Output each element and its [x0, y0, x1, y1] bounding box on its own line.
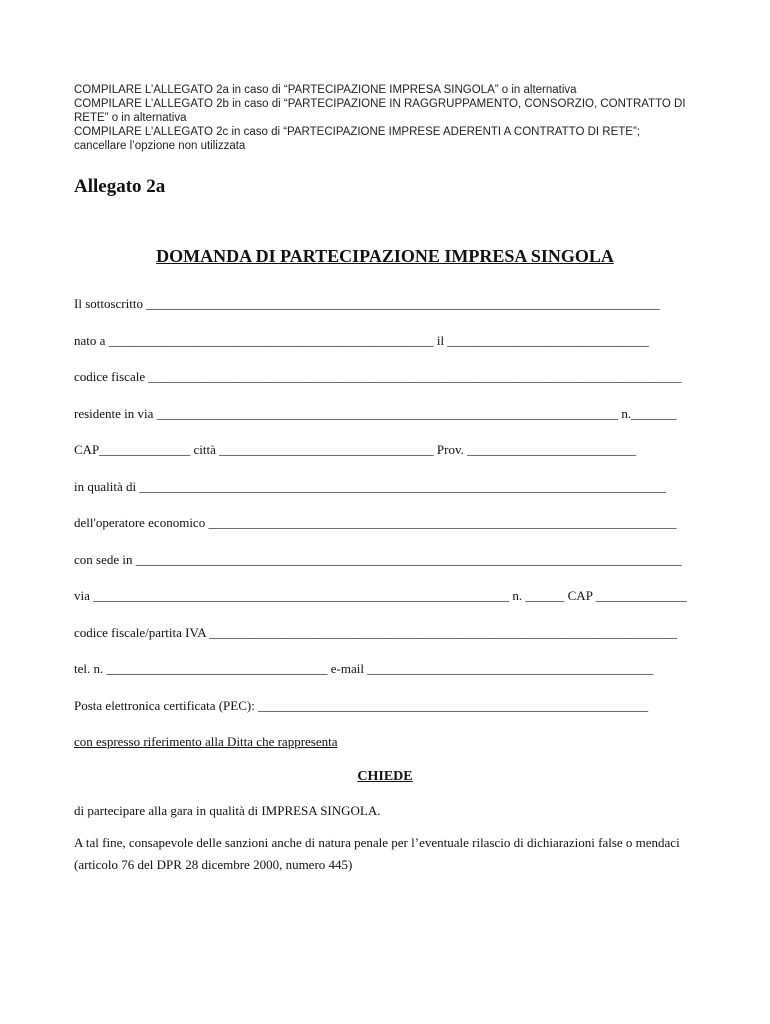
field-con-sede-in[interactable]: con sede in ____________________________________________________________________________________	[74, 551, 682, 567]
field-residente-in-via[interactable]: residente in via _______________________________________________________________________ n._______	[74, 405, 677, 421]
allegato-label: Allegato 2a	[74, 176, 166, 197]
form-fields	[74, 294, 696, 732]
reference-line: con espresso riferimento alla Ditta che rappresenta	[74, 734, 338, 749]
field-sottoscritto[interactable]: Il sottoscritto _______________________________________________________________________________	[74, 296, 660, 311]
chiede-heading: CHIEDE	[357, 769, 413, 784]
paragraph-dichiarazione: A tal fine, consapevole delle sanzioni anche di natura penale per l’eventuale rilascio di dichiarazioni false o mendaci (articolo 76 del DPR 28 dicembre 2000, numero 445)	[74, 835, 680, 872]
instruction-line: cancellare l’opzione non utilizzata	[74, 140, 246, 152]
page-title: DOMANDA DI PARTECIPAZIONE IMPRESA SINGOLA	[156, 246, 614, 266]
instruction-line: COMPILARE L’ALLEGATO 2c in caso di “PARTECIPAZIONE IMPRESE ADERENTI A CONTRATTO DI RETE”;	[74, 126, 640, 138]
field-pec[interactable]: Posta elettronica certificata (PEC): ____________________________________________________________	[74, 697, 649, 713]
field-nato-a[interactable]: nato a __________________________________________________ il _______________________________	[74, 332, 649, 348]
field-codice-fiscale[interactable]: codice fiscale __________________________________________________________________________________	[74, 369, 682, 384]
field-via-n-cap[interactable]: via ________________________________________________________________ n. ______ CAP ______________	[74, 588, 687, 603]
instruction-line: COMPILARE L’ALLEGATO 2b in caso di “PARTECIPAZIONE IN RAGGRUPPAMENTO, CONSORZIO, CONTRATTO DI RETE” o in alternativa	[74, 98, 686, 124]
field-tel-email[interactable]: tel. n. __________________________________ e-mail ____________________________________________	[74, 661, 654, 676]
instruction-line: COMPILARE L’ALLEGATO 2a in caso di “PARTECIPAZIONE IMPRESA SINGOLA” o in alternativa	[74, 84, 577, 96]
field-in-qualita-di[interactable]: in qualità di _________________________________________________________________________________	[74, 478, 666, 494]
document-page	[74, 83, 696, 876]
paragraph-partecipazione: di partecipare alla gara in qualità di IMPRESA SINGOLA.	[74, 803, 381, 818]
field-cap-citta-prov[interactable]: CAP______________ città _________________________________ Prov. __________________________	[74, 442, 637, 457]
field-codice-fiscale-partita-iva[interactable]: codice fiscale/partita IVA ________________________________________________________________________	[74, 624, 678, 640]
field-operatore-economico[interactable]: dell'operatore economico ________________________________________________________________________	[74, 515, 677, 530]
compilation-instructions	[74, 83, 696, 153]
